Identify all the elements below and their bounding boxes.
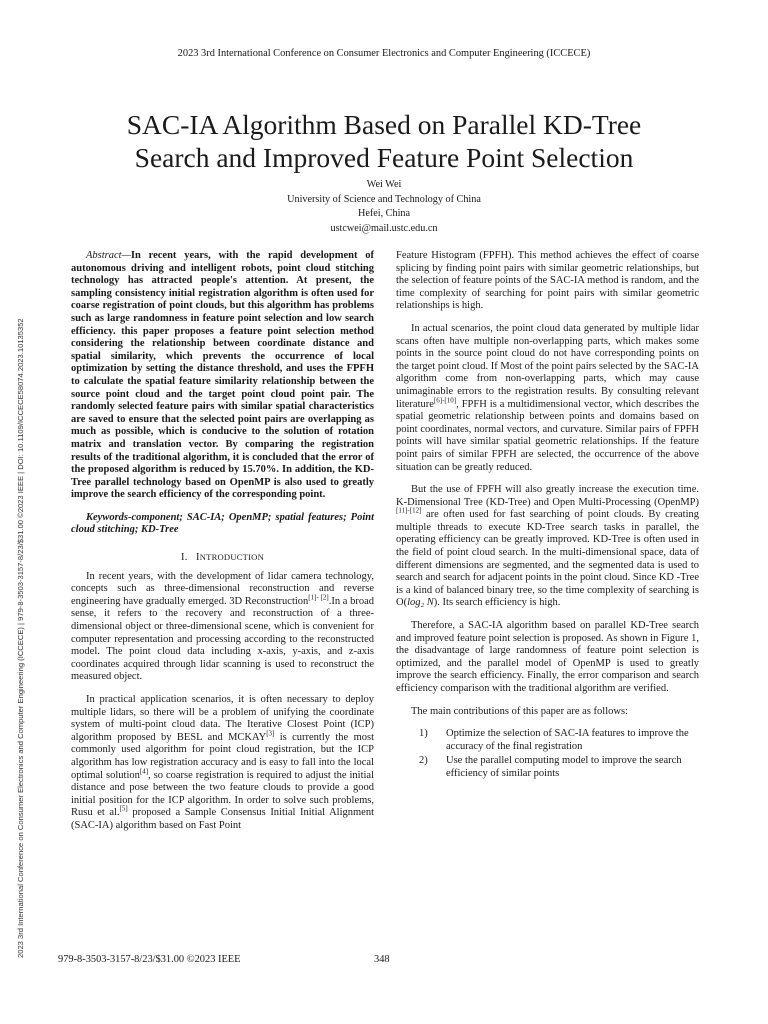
text-run: In practical application scenarios, it is often necessary to deploy multiple lidars, so there will be a problem of unifying the coordinate system of multi-point cloud data. The Iterative Closest Point (ICP) algorithm proposed by BESL and MCKAY: [71, 694, 374, 743]
citation-ref[interactable]: [6]-[10]: [433, 396, 457, 405]
list-item: [396, 755, 699, 780]
abstract-text: In recent years, with the rapid development of autonomous driving and intelligent robots, point cloud stitching technology has attracted people's attention. At present, the sampling consistency initial registration algorithm is often used for coarse registration of point clouds, but this algorithm has problems such as large randomness in feature point selection and low search efficiency. this paper proposes a feature point selection method considering the relationship between coordinate distance and spatial similarity, which prevents the occurrence of local optimization by setting the distance threshold, and uses the FPFH to calculate the spatial feature similarity relationship between the source point cloud and the target point cloud point pair. The randomly selected feature pairs with similar spatial characteristics are saved to ensure that the selected point pairs are overlapping as much as possible, which is conducive to the solution of rotation matrix and translation vector. By comparing the registration results of the traditional algorithm, it is concluded that the error of the proposed algorithm is reduced by 15.70%. In addition, the KD-Tree parallel technology based on OpenMP is also used to greatly improve the search efficiency of the corresponding point.: [71, 250, 374, 501]
citation-ref[interactable]: [5]: [119, 804, 128, 813]
text-run: In recent years, with the development of lidar camera technology, concepts such as three-dimensional reconstruction and reverse engineering have gradually emerged. 3D Reconstruction: [71, 570, 374, 607]
author-email[interactable]: ustcwei@mail.ustc.edu.cn: [330, 222, 438, 234]
paper-title-line-2: Search and Improved Feature Point Selection: [134, 142, 634, 173]
intro-paragraph-1: [71, 571, 374, 684]
text-run: In actual scenarios, the point cloud data generated by multiple lidar scans often have multiple non-overlapping parts, which makes some points in the source point cloud do not have corresponding points on the target point cloud. If Most of the point pairs selected by the SAC-IA algorithm come from non-overlapping parts, which may cause unimaginable errors to the registration results. By consulting relevant literature: [396, 322, 699, 410]
list-item-text: Optimize the selection of SAC-IA features to improve the accuracy of the final registration: [446, 728, 689, 752]
keywords: Keywords-component; SAC-IA; OpenMP; spatial features; Point cloud stitching; KD-Tree: [71, 511, 374, 536]
author-location: Hefei, China: [357, 208, 411, 219]
right-paragraph-3: [396, 484, 699, 610]
complexity-formula: log₂ N: [407, 597, 434, 609]
right-paragraph-5: The main contributions of this paper are as follows:: [411, 705, 628, 717]
right-column: [396, 250, 699, 783]
left-column: [71, 250, 374, 843]
section-numeral: I.: [181, 552, 188, 564]
intro-paragraph-2: [71, 694, 374, 833]
text-run: , so coarse registration is required to adjust the initial distance and pose between the two feature clouds to provide a good initial position for the ICP algorithm. In order to solve such problems, Rusu et al.: [71, 769, 375, 819]
section-title-rest: NTRODUCTION: [199, 552, 264, 563]
text-run: , FPFH is a multidimensional vector, which describes the spatial geometric relationship between points and domains based on point coordinates, normal vectors, and curvature. Similar pairs of FPFH points will have similar spatial geometric relationships. If the feature point pairs of similar FPFH are selected, the occurrence of the above situation can be greatly reduced.: [396, 398, 699, 473]
right-paragraph-4: Therefore, a SAC-IA algorithm based on parallel KD-Tree search and improved feature point selection is proposed. As shown in Figure 1, the disadvantage of large randomness of feature point selection is optimized, and the parallel model of OpenMP is used to greatly improve the search efficiency. Finally, the error comparison and search efficiency comparison with the traditional algorithm are verified.: [396, 620, 699, 694]
section-first-letter: I: [196, 552, 200, 564]
list-item: [396, 728, 699, 753]
right-paragraph-1: Feature Histogram (FPFH). This method achieves the effect of coarse splicing by finding point pairs with similar geometric relationships, but the selection of feature points of the SAC-IA method is random, and the time complexity of searching for point pairs with similar geometric relationships is high.: [396, 250, 699, 312]
text-run: ). Its search efficiency is high.: [433, 597, 561, 609]
section-heading-introduction: [71, 551, 374, 565]
list-item-number: 2): [419, 755, 428, 767]
author-affiliation: University of Science and Technology of China: [287, 193, 481, 205]
conference-header: 2023 3rd International Conference on Consumer Electronics and Computer Engineering (ICCECE): [177, 48, 591, 59]
abstract: [71, 250, 374, 502]
author-name: Wei Wei: [366, 179, 402, 190]
text-run: are often used for fast searching of point clouds. By creating multiple threads to execute KD-Tree search tasks in parallel, the operating efficiency can be greatly improved. KD-Tree is often used in the field of point cloud search. In the multi-dimensional space, data of different dimensions are segmented, and the segmented data is used to search and search for adjacent points in the point cloud. Since KD -Tree is a kind of balanced binary tree, so the time complexity of searching is O(: [396, 509, 699, 609]
paper-title-line-1: SAC-IA Algorithm Based on Parallel KD-Tree: [126, 109, 642, 140]
text-run: .In a broad sense, it refers to the recovery and reconstruction of a three-dimensional object or three-dimensional scene, which is convenient for computer representation and processing according to the reconstructed model. The point cloud data including x-axis, y-axis, and z-axis coordinates acquired through lidar scanning is used to reconstruct the measured object.: [71, 595, 374, 683]
text-run: proposed a Sample Consensus Initial Initial Alignment (SAC-IA) algorithm based on Fast Point: [71, 807, 374, 831]
citation-ref[interactable]: [3]: [266, 729, 275, 738]
list-item-number: 1): [419, 728, 428, 740]
right-paragraph-2: [396, 323, 699, 474]
side-citation-strip: 2023 3rd International Conference on Consumer Electronics and Computer Engineering (ICCECE) | 979-8-3503-3157-8/23/$31.00 ©2023 IEEE | DOI: 10.1109/ICCECE58074.2023.10135352: [16, 318, 25, 958]
abstract-lead: Abstract—: [86, 250, 131, 261]
text-run: But the use of FPFH will also greatly increase the execution time. K-Dimensional Tree (KD-Tree) and Open Multi-Processing (OpenMP): [396, 484, 699, 508]
contributions-list: [396, 728, 699, 780]
page-number: 348: [374, 954, 390, 965]
footer-isbn: 979-8-3503-3157-8/23/$31.00 ©2023 IEEE: [58, 954, 241, 965]
citation-ref[interactable]: [4]: [139, 767, 149, 776]
author-block: [0, 178, 768, 236]
text-run: is currently the most commonly used algorithm for point cloud registration, but the ICP algorithm has low registration accuracy and is easy to fall into the local optimal solution: [71, 731, 374, 781]
citation-ref[interactable]: [1]- [2]: [308, 593, 329, 602]
list-item-text: Use the parallel computing model to improve the search efficiency of similar points: [446, 755, 682, 779]
paper-title: [40, 108, 728, 174]
citation-ref[interactable]: [11]-[12]: [396, 506, 422, 515]
